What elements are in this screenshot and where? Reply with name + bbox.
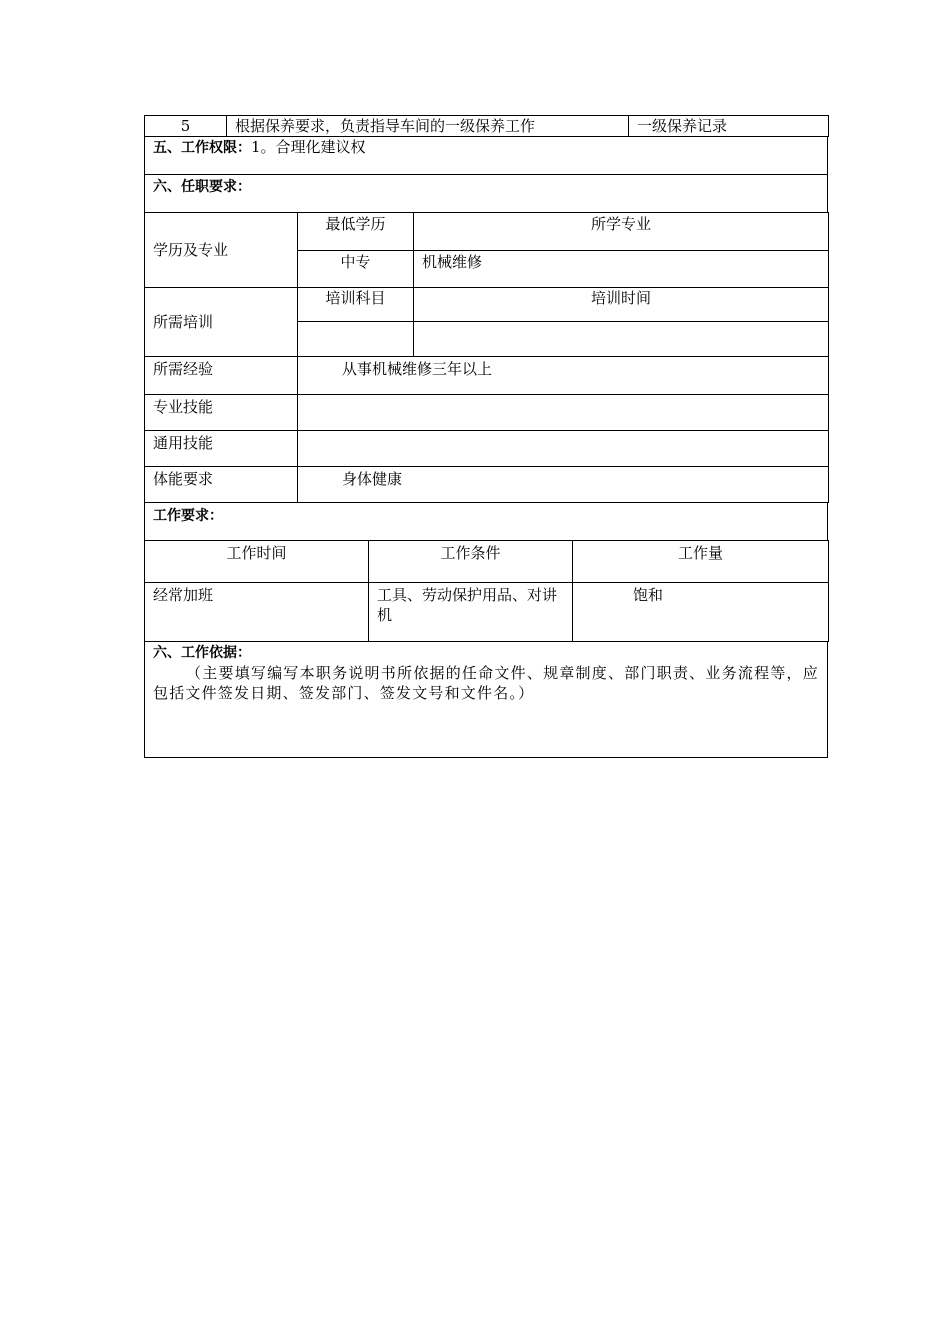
training-subject-header: 培训科目 [298,288,414,322]
work-requirements-table [144,540,829,642]
qualifications-heading: 六、任职要求： [145,175,828,213]
training-label: 所需培训 [145,288,298,357]
experience-label: 所需经验 [145,357,298,395]
professional-skills-label: 专业技能 [145,395,298,431]
duty-record: 一级保养记录 [629,116,829,137]
duty-row [145,116,829,137]
general-skills-label: 通用技能 [145,431,298,467]
education-label: 学历及专业 [145,213,298,288]
physical-label: 体能要求 [145,467,298,503]
training-time-value [414,322,829,357]
work-requirements-heading: 工作要求： [145,503,828,541]
authority-heading: 五、工作权限： [153,140,251,156]
job-description-form [144,115,828,758]
authority-text: 1。合理化建议权 [251,138,366,156]
training-time-header: 培训时间 [414,288,829,322]
qualifications-table [144,212,829,503]
min-degree-value: 中专 [298,251,414,288]
work-conditions-value: 工具、劳动保护用品、对讲机 [369,583,573,642]
duty-table [144,115,829,137]
workload-value: 饱和 [573,583,829,642]
duty-description: 根据保养要求，负责指导车间的一级保养工作 [227,116,629,137]
major-value: 机械维修 [414,251,829,288]
workload-header: 工作量 [573,541,829,583]
work-requirements-heading-table [144,502,828,541]
basis-cell [145,642,828,758]
professional-skills-value [298,395,829,431]
physical-value: 身体健康 [298,467,829,503]
basis-text: （主要填写编写本职务说明书所依据的任命文件、规章制度、部门职责、业务流程等，应包括文件签发日期、签发部门、签发文号和文件名。） [153,664,819,702]
authority-cell [145,137,828,175]
min-degree-header: 最低学历 [298,213,414,251]
basis-table [144,641,828,758]
work-time-value: 经常加班 [145,583,369,642]
section-table [144,136,828,213]
work-conditions-header: 工作条件 [369,541,573,583]
general-skills-value [298,431,829,467]
training-subject-value [298,322,414,357]
experience-value: 从事机械维修三年以上 [298,357,829,395]
basis-heading: 六、工作依据： [153,645,251,661]
major-header: 所学专业 [414,213,829,251]
duty-number: 5 [145,116,227,137]
work-time-header: 工作时间 [145,541,369,583]
